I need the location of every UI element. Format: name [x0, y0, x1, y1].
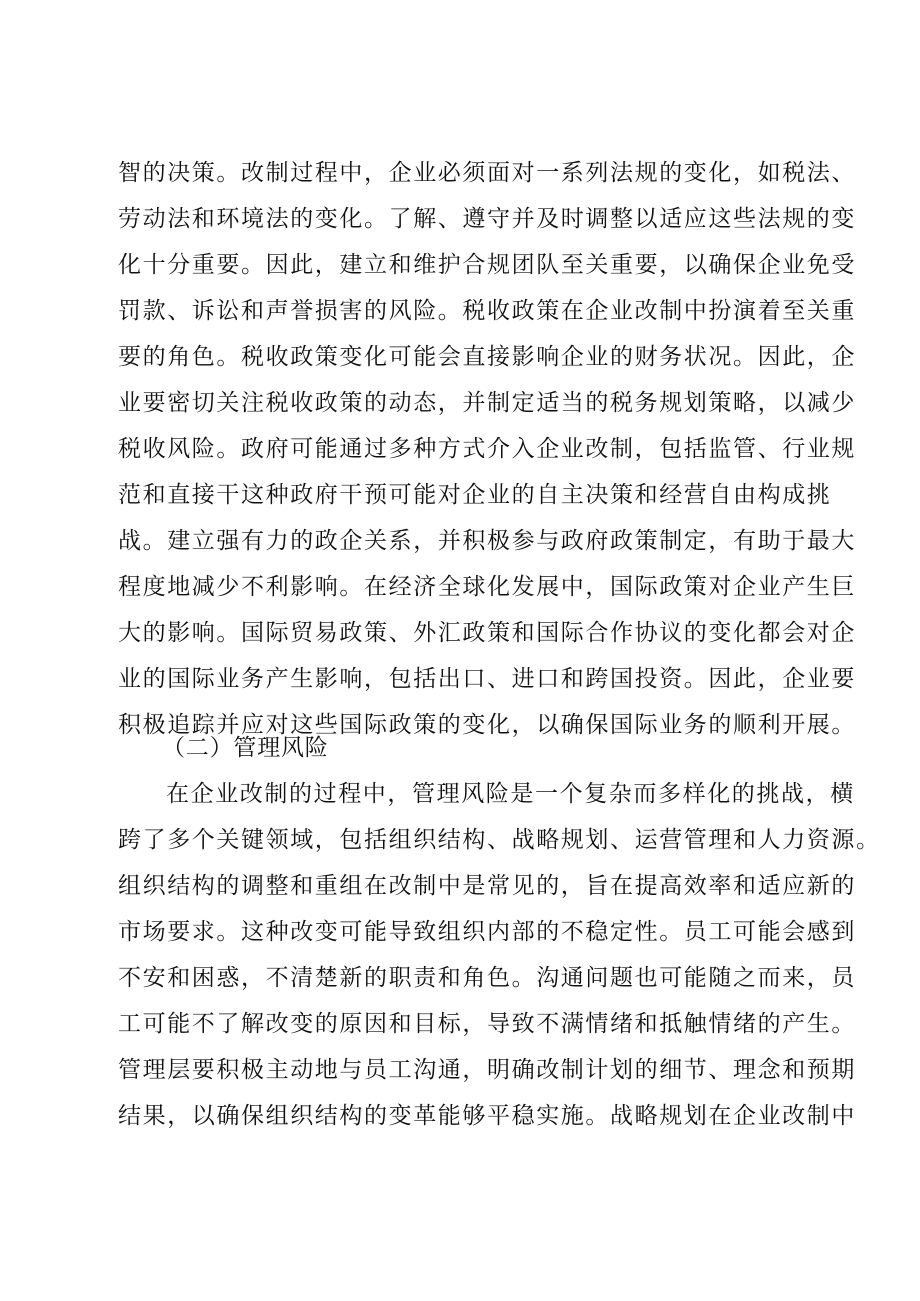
paragraph-line: 大的影响。国际贸易政策、外汇政策和国际合作协议的变化都会对企 — [118, 620, 856, 646]
paragraph-line: 积极追踪并应对这些国际政策的变化，以确保国际业务的顺利开展。 — [118, 712, 856, 738]
paragraph-line: 程度地减少不利影响。在经济全球化发展中，国际政策对企业产生巨 — [118, 574, 856, 600]
paragraph-line: 业要密切关注税收政策的动态，并制定适当的税务规划策略，以减少 — [118, 390, 856, 416]
paragraph-line: 组织结构的调整和重组在改制中是常见的，旨在提高效率和适应新的 — [118, 873, 856, 899]
paragraph-line: 业的国际业务产生影响，包括出口、进口和跨国投资。因此，企业要 — [118, 666, 856, 692]
paragraph-line: 战。建立强有力的政企关系，并积极参与政府政策制定，有助于最大 — [118, 528, 856, 554]
paragraph-line: 范和直接干这种政府干预可能对企业的自主决策和经营自由构成挑 — [118, 482, 832, 508]
paragraph-line: 跨了多个关键领域，包括组织结构、战略规划、运营管理和人力资源。 — [118, 827, 881, 853]
paragraph-line: 市场要求。这种改变可能导致组织内部的不稳定性。员工可能会感到 — [118, 919, 856, 945]
paragraph-line: 劳动法和环境法的变化。了解、遵守并及时调整以适应这些法规的变 — [118, 206, 856, 232]
paragraph-line: 管理层要积极主动地与员工沟通，明确改制计划的细节、理念和预期 — [118, 1057, 856, 1083]
paragraph-line: 要的角色。税收政策变化可能会直接影响企业的财务状况。因此，企 — [118, 344, 856, 370]
paragraph-line: 智的决策。改制过程中，企业必须面对一系列法规的变化，如税法、 — [118, 160, 856, 186]
section-heading: （二）管理风险 — [162, 735, 329, 761]
paragraph-line: 税收风险。政府可能通过多种方式介入企业改制，包括监管、行业规 — [118, 436, 856, 462]
paragraph-line: 工可能不了解改变的原因和目标，导致不满情绪和抵触情绪的产生。 — [118, 1011, 856, 1037]
paragraph-line: 化十分重要。因此，建立和维护合规团队至关重要，以确保企业免受 — [118, 252, 856, 278]
paragraph-line: 在企业改制的过程中，管理风险是一个复杂而多样化的挑战，横 — [166, 781, 855, 807]
paragraph-line: 不安和困惑，不清楚新的职责和角色。沟通问题也可能随之而来，员 — [118, 965, 856, 991]
paragraph-line: 罚款、诉讼和声誉损害的风险。税收政策在企业改制中扮演着至关重 — [118, 298, 856, 324]
paragraph-line: 结果，以确保组织结构的变革能够平稳实施。战略规划在企业改制中 — [118, 1103, 856, 1129]
